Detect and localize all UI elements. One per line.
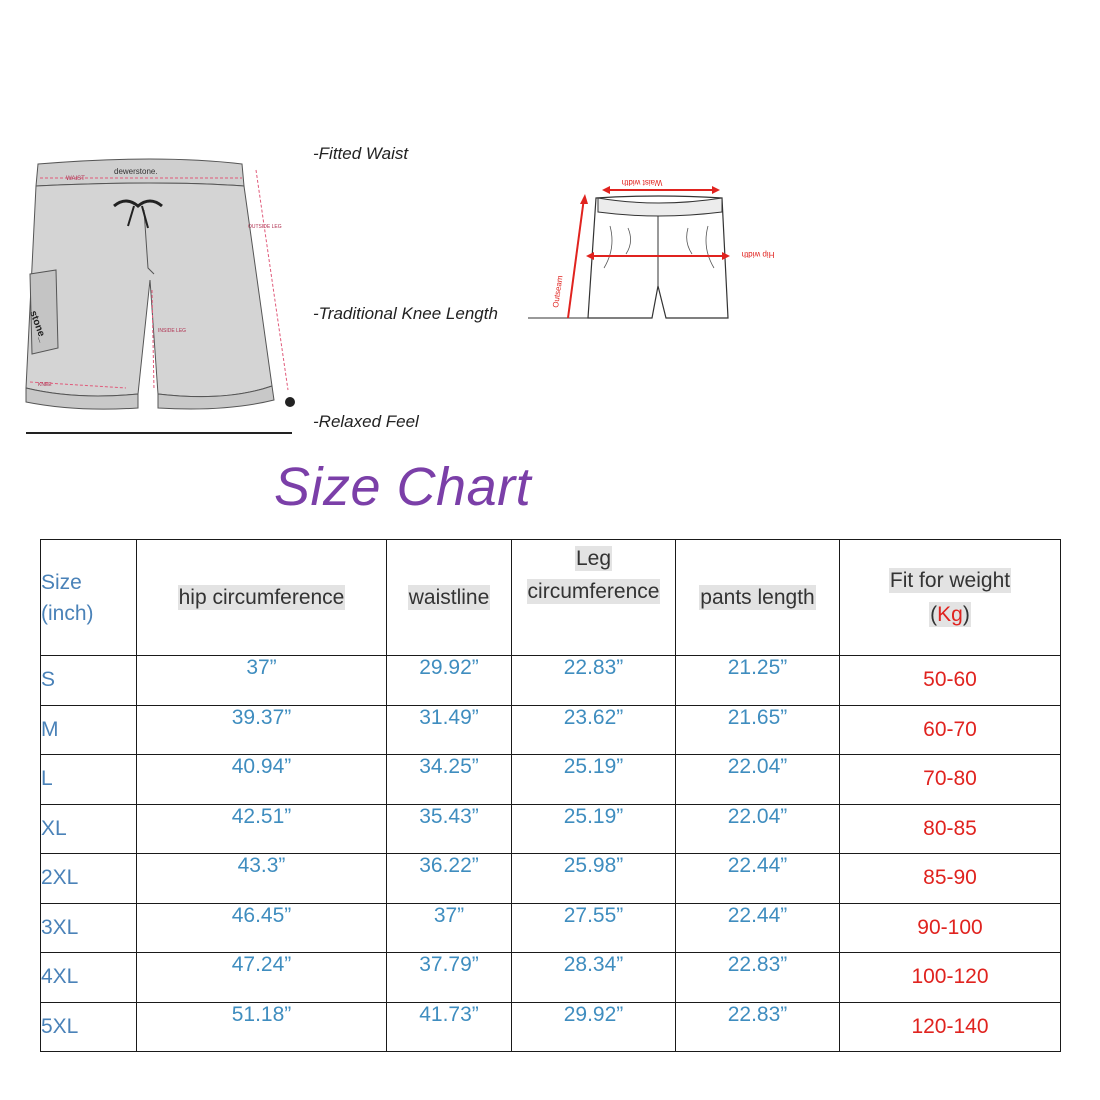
header-pants-label: pants length: [700, 585, 815, 609]
table-row: [41, 854, 1061, 904]
weight-cell: 50-60: [840, 656, 1061, 706]
leg-cell: 25.19”: [512, 804, 676, 854]
leg-cell: 23.62”: [512, 705, 676, 755]
board-shorts-illustration: [26, 150, 292, 436]
size-cell: 4XL: [41, 953, 137, 1003]
weight-cell: 90-100: [840, 903, 1061, 953]
header-weight-unit: Kg: [937, 602, 963, 626]
hip-cell: 40.94”: [137, 755, 387, 805]
hip-width-label: Hip width: [741, 250, 775, 259]
feature-relaxed-feel: -Relaxed Feel: [313, 412, 419, 431]
weight-cell: 120-140: [840, 1002, 1061, 1052]
feature-fitted-waist: -Fitted Waist: [313, 144, 409, 163]
outside-leg-label: OUTSIDE LEG: [248, 224, 282, 230]
header-weight-open: (: [930, 602, 938, 626]
size-cell: M: [41, 705, 137, 755]
waist-cell: 34.25”: [387, 755, 512, 805]
table-row: [41, 903, 1061, 953]
page-title: Size Chart: [274, 457, 532, 517]
hip-cell: 42.51”: [137, 804, 387, 854]
feature-knee-length: -Traditional Knee Length: [313, 304, 498, 323]
leg-cell: 29.92”: [512, 1002, 676, 1052]
header-size: [41, 540, 137, 656]
hip-cell: 51.18”: [137, 1002, 387, 1052]
table-row: [41, 705, 1061, 755]
side-logo: stone_: [27, 309, 49, 344]
weight-cell: 80-85: [840, 804, 1061, 854]
size-cell: 5XL: [41, 1002, 137, 1052]
outseam-label: Outseam: [551, 274, 565, 309]
size-cell: 3XL: [41, 903, 137, 953]
header-waist: [387, 540, 512, 656]
size-cell: L: [41, 755, 137, 805]
leg-cell: 22.83”: [512, 656, 676, 706]
pants-cell: 22.44”: [676, 903, 840, 953]
brand-tag: dewerstone.: [114, 167, 158, 176]
header-leg-line2: circumference: [527, 580, 660, 603]
header-weight: [840, 540, 1061, 656]
header-weight-close: ): [962, 602, 970, 626]
pants-cell: 22.83”: [676, 953, 840, 1003]
table-row: [41, 953, 1061, 1003]
size-cell: 2XL: [41, 854, 137, 904]
header-leg: [512, 540, 676, 656]
pants-cell: 21.25”: [676, 656, 840, 706]
table-row: [41, 755, 1061, 805]
header-hip-label: hip circumference: [178, 585, 345, 609]
weight-cell: 70-80: [840, 755, 1061, 805]
header-pants: [676, 540, 840, 656]
waist-cell: 37.79”: [387, 953, 512, 1003]
size-cell: S: [41, 656, 137, 706]
header-size-label: Size: [41, 570, 82, 594]
weight-cell: 85-90: [840, 854, 1061, 904]
waist-cell: 31.49”: [387, 705, 512, 755]
waist-cell: 29.92”: [387, 656, 512, 706]
size-cell: XL: [41, 804, 137, 854]
hip-cell: 47.24”: [137, 953, 387, 1003]
waist-cell: 36.22”: [387, 854, 512, 904]
waist-label: WAIST: [66, 176, 85, 182]
pants-cell: 22.04”: [676, 755, 840, 805]
header-size-unit: (inch): [41, 601, 94, 625]
weight-cell: 100-120: [840, 953, 1061, 1003]
leg-cell: 25.98”: [512, 854, 676, 904]
hip-cell: 43.3”: [137, 854, 387, 904]
leg-cell: 28.34”: [512, 953, 676, 1003]
table-header-row: [41, 540, 1061, 656]
header-leg-line1: Leg: [575, 547, 612, 570]
table-row: [41, 1002, 1061, 1052]
leg-cell: 27.55”: [512, 903, 676, 953]
waist-cell: 35.43”: [387, 804, 512, 854]
hip-cell: 37”: [137, 656, 387, 706]
pants-cell: 21.65”: [676, 705, 840, 755]
header-hip: [137, 540, 387, 656]
hip-cell: 39.37”: [137, 705, 387, 755]
size-chart-table: [40, 539, 1061, 1052]
inside-leg-label: INSIDE LEG: [158, 328, 187, 334]
header-weight-line1: Fit for weight: [889, 568, 1011, 592]
table-row: [41, 656, 1061, 706]
header-waist-label: waistline: [408, 585, 490, 609]
knee-label: KNEE: [38, 382, 52, 388]
hip-cell: 46.45”: [137, 903, 387, 953]
waist-cell: 41.73”: [387, 1002, 512, 1052]
pants-cell: 22.83”: [676, 1002, 840, 1052]
pants-measurement-diagram: [528, 168, 775, 322]
waist-width-label: Waist width: [621, 178, 663, 187]
pants-cell: 22.44”: [676, 854, 840, 904]
pants-cell: 22.04”: [676, 804, 840, 854]
leg-cell: 25.19”: [512, 755, 676, 805]
table-row: [41, 804, 1061, 854]
weight-cell: 60-70: [840, 705, 1061, 755]
waist-cell: 37”: [387, 903, 512, 953]
